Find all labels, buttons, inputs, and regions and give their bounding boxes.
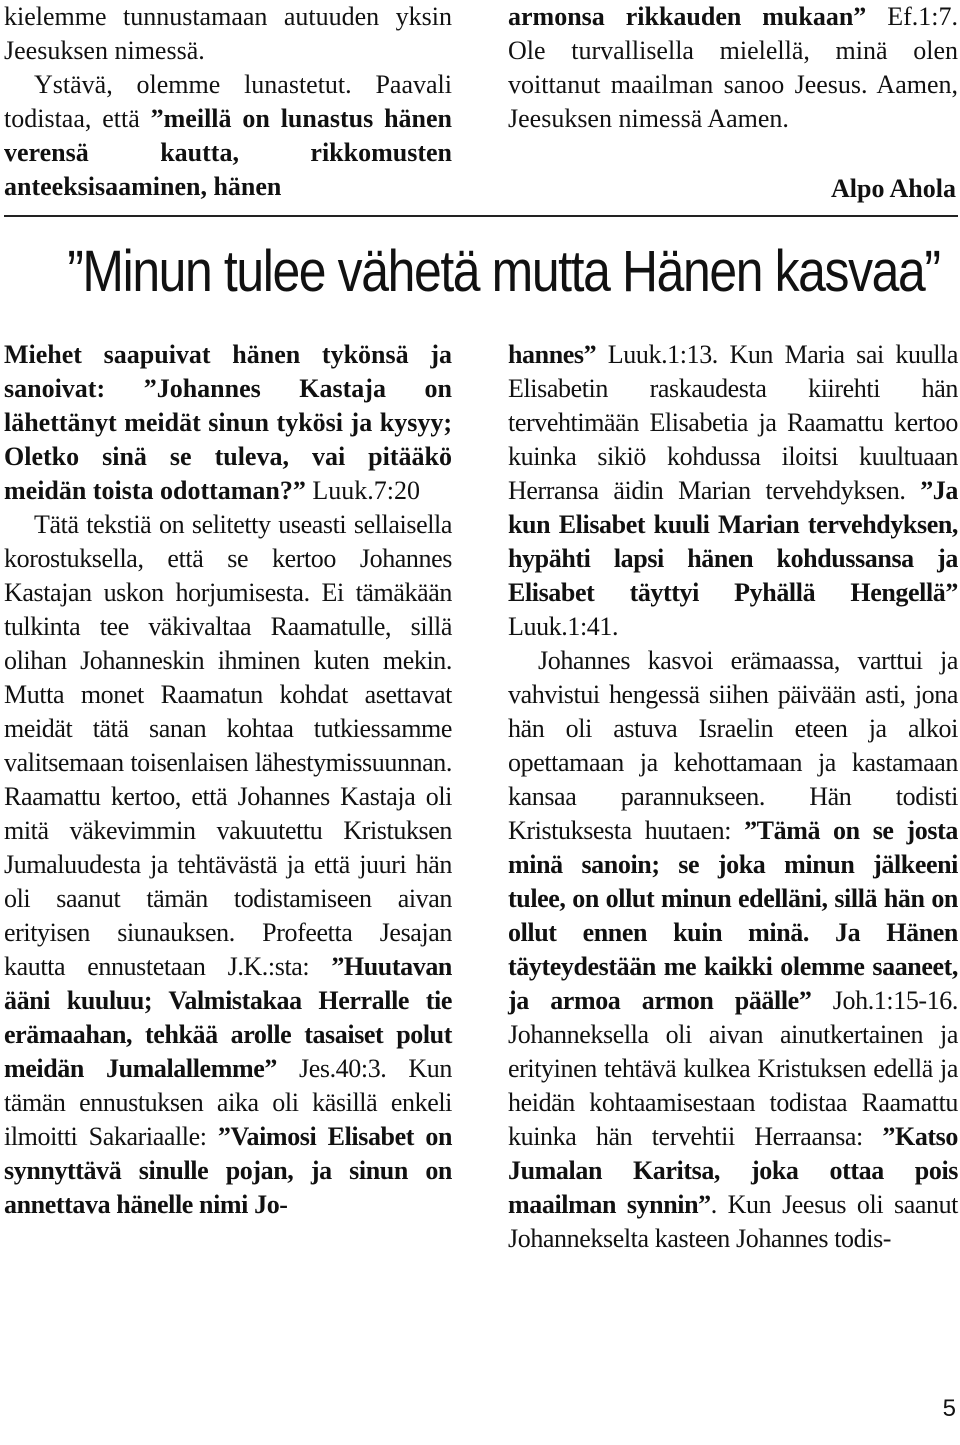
angel-quote-end: hannes” (508, 340, 597, 369)
top-right-quote: armonsa rikkauden mukaan” (508, 2, 867, 31)
main-right-paragraph-2 (508, 644, 958, 1256)
top-right-paragraph (508, 0, 958, 136)
section-divider (4, 215, 958, 217)
angel-quote: ”Vaimosi Elisabet on synnyttävä sinulle pojan, ja sinun on annettava hänelle nimi Jo- (4, 1122, 452, 1219)
main-left-column (4, 338, 452, 1222)
intro-quote: Miehet saapuivat hänen tykönsä ja sanoivat: ”Johannes Kastaja on lähettänyt meidät sinun tykösi ja kysyy; Oletko sinä se tuleva, vai pitääkö meidän toista odottaman?” (4, 340, 452, 505)
top-left-paragraph-1: kielemme tunnustamaan autuuden yksin Jeesuksen nimessä. (4, 2, 452, 65)
top-left-paragraph-2 (4, 68, 452, 204)
top-right-column (508, 0, 958, 136)
body-text: Luuk.1:13. Kun Maria sai kuulla Elisabetin raskaudesta kiirehti hän tervehtimään Elisabetia ja Raamattu kertoo kuinka sikiö kohdussa iloitsi kuultuaan Herransa äidin Marian tervehdyksen. (508, 340, 958, 505)
page-number: 5 (942, 1395, 956, 1422)
top-left-text: Ystävä, olemme lunastetut. Paavali todistaa, että (4, 70, 452, 133)
top-left-column (4, 0, 452, 204)
intro-paragraph (4, 338, 452, 508)
main-right-column (508, 338, 958, 1256)
article-headline: ”Minun tulee vähetä mutta Hänen kasvaa” (67, 239, 940, 304)
body-text: Tätä tekstiä on selitetty useasti sellaisella korostuksella, että se kertoo Johannes Kastajan uskon horjumisesta. Ei tämäkään tulkinta tee väkivaltaa Raamatulle, sillä olihan Johanneskin ihminen kuten mekin. Mutta monet Raamatun kohdat asettavat meidät tätä sanan kohtaa tutkiessamme valitsemaan toisenlaisen lähestymissuunnan. Raamattu kertoo, että Johannes Kastaja oli mitä väkevimmin vakuutettu Kristuksen Jumaluudesta ja tehtävästä ja että juuri hän oli saanut tämän todistamiseen aivan erityisen siunauksen. Profeetta Jesajan kautta ennustetaan J.K.:sta: (4, 510, 452, 981)
intro-reference: Luuk.7:20 (305, 476, 421, 505)
body-text: . Kun Jeesus oli saanut Johannekselta kasteen Johannes todis- (508, 1190, 958, 1253)
body-text: Jes.40:3. Kun tämän ennustuksen aika oli käsillä enkeli ilmoitti Sakariaalle: (4, 1054, 452, 1151)
body-text: Luuk.1:41. (508, 612, 619, 641)
main-right-paragraph-1 (508, 338, 958, 644)
john-quote: ”Tämä on se josta minä sanoin; se joka minun jälkeeni tulee, on ollut minun edelläni, sillä hän on ollut ennen kuin minä. Ja Hänen täyteydestään me kaikki olemme saaneet, ja armoa armon päälle” (508, 816, 958, 1015)
body-text: Joh.1:15-16. Johanneksella oli aivan ainutkertainen ja erityinen tehtävä kulkea Kristuksen edellä ja heidän kohtaamisestaan todistaa Raamattu kuinka hän tervehtii Herraansa: (508, 986, 958, 1151)
top-right-text: Ef.1:7. Ole turvallisella mielellä, minä olen voittanut maailman sanoo Jeesus. Aamen, Jeesuksen nimessä Aamen. (508, 2, 958, 133)
isaiah-quote: ”Huutavan ääni kuuluu; Valmistakaa Herralle tie erämaahan, tehkää arolle tasaiset polut meidän Jumalallemme” (4, 952, 452, 1083)
body-text: Johannes kasvoi erämaassa, varttui ja vahvistui hengessä siihen päivään asti, jona hän oli astuva Israelin eteen ja alkoi opettamaan ja kehottamaan ja kastamaan kansaa parannukseen. Hän todisti Kristuksesta huutaen: (508, 646, 958, 845)
lamb-of-god-quote: ”Katso Jumalan Karitsa, joka ottaa pois maailman synnin” (508, 1122, 958, 1219)
main-left-paragraph-2 (4, 508, 452, 1222)
top-left-quote: ”meillä on lunastus hänen verensä kautta, rikkomusten anteeksisaaminen, hänen (4, 104, 452, 201)
author-signature: Alpo Ahola (831, 174, 956, 203)
elisabet-quote: ”Ja kun Elisabet kuuli Marian tervehdyksen, hypähti lapsi hänen kohdussansa ja Elisabet täyttyi Pyhällä Hengellä” (508, 476, 958, 607)
